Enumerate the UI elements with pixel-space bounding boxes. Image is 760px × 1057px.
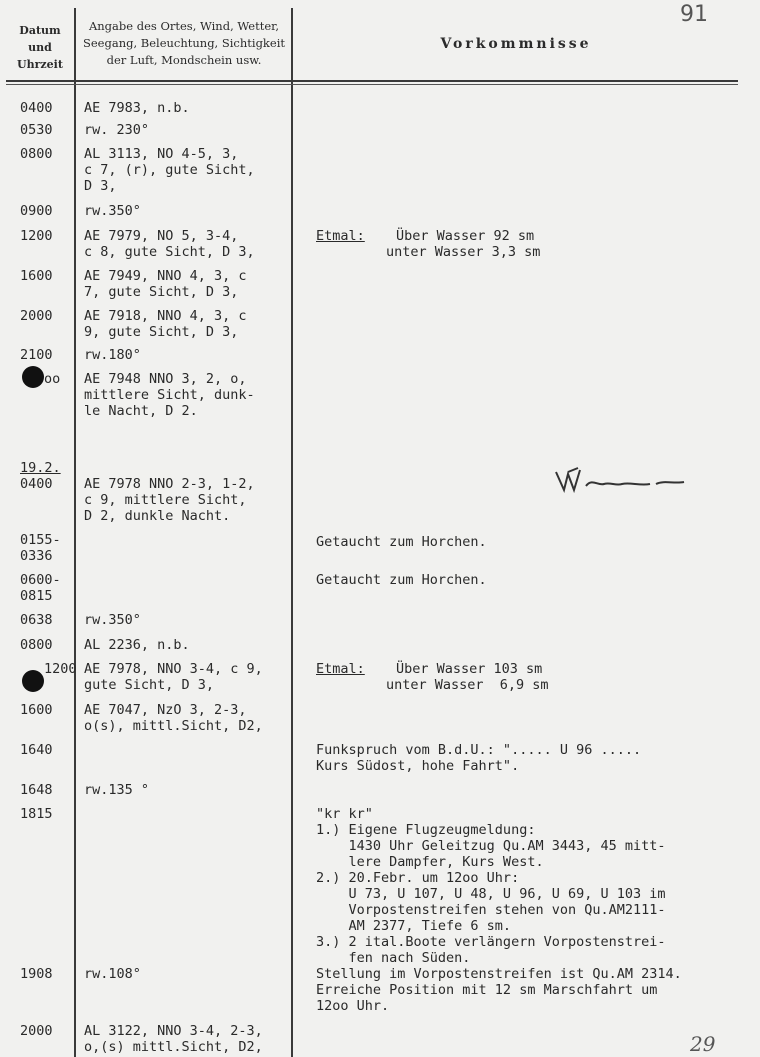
place: AE 7949, NNO 4, 3, c xyxy=(84,268,247,284)
place: D 3, xyxy=(84,178,117,194)
signature xyxy=(552,460,702,500)
punch-hole xyxy=(22,670,44,692)
place: le Nacht, D 2. xyxy=(84,403,198,419)
event: Vorpostenstreifen stehen von Qu.AM2111- xyxy=(316,902,666,918)
time: 1600 xyxy=(20,268,53,284)
event: 2.) 20.Febr. um 12oo Uhr: xyxy=(316,870,520,886)
time: 0400 xyxy=(20,100,53,116)
time: 0336 xyxy=(20,548,53,564)
place: 9, gute Sicht, D 3, xyxy=(84,324,239,340)
event: 1430 Uhr Geleitzug Qu.AM 3443, 45 mitt- xyxy=(316,838,666,854)
event: 12oo Uhr. xyxy=(316,998,390,1014)
page-number: 91 xyxy=(680,2,708,27)
event: "kr kr" xyxy=(316,806,373,822)
punch-hole xyxy=(22,366,44,388)
column-header-angabe: Angabe des Ortes, Wind, Wetter, Seegang, Beleuchtung, Sichtigkeit der Luft, Mondschein usw. xyxy=(82,19,286,67)
place: AE 7047, NzO 3, 2-3, xyxy=(84,702,247,718)
event: Erreiche Position mit 12 sm Marschfahrt um xyxy=(316,982,658,998)
place: AE 7978 NNO 2-3, 1-2, xyxy=(84,476,255,492)
event: lere Dampfer, Kurs West. xyxy=(316,854,544,870)
time: 1200 xyxy=(44,661,77,677)
header-divider xyxy=(6,80,738,82)
etmal-label: Etmal: xyxy=(316,661,365,677)
place: D 2, dunkle Nacht. xyxy=(84,508,231,524)
place: rw.350° xyxy=(84,203,141,219)
time: 0815 xyxy=(20,588,53,604)
time: 0900 xyxy=(20,203,53,219)
time: 1600 xyxy=(20,702,53,718)
event: unter Wasser 6,9 sm xyxy=(386,677,549,693)
place: AL 3122, NNO 3-4, 2-3, xyxy=(84,1023,263,1039)
time: 0155- xyxy=(20,532,61,548)
event: unter Wasser 3,3 sm xyxy=(386,244,541,260)
place: 7, gute Sicht, D 3, xyxy=(84,284,239,300)
event: fen nach Süden. xyxy=(316,950,471,966)
place: rw.350° xyxy=(84,612,141,628)
event: 1.) Eigene Flugzeugmeldung: xyxy=(316,822,536,838)
date: 19.2. xyxy=(20,460,61,476)
time: 0800 xyxy=(20,637,53,653)
column-header-datum: Datum und Uhrzeit xyxy=(17,24,63,71)
event: Stellung im Vorpostenstreifen ist Qu.AM 2314. xyxy=(316,966,682,982)
event: Kurs Südost, hohe Fahrt". xyxy=(316,758,520,774)
time: 0400 xyxy=(20,476,53,492)
time: 0638 xyxy=(20,612,53,628)
place: AE 7918, NNO 4, 3, c xyxy=(84,308,247,324)
place: rw.180° xyxy=(84,347,141,363)
column-divider xyxy=(291,8,293,1057)
time: 1815 xyxy=(20,806,53,822)
place: gute Sicht, D 3, xyxy=(84,677,215,693)
column-divider xyxy=(74,8,76,1057)
time: 2000 xyxy=(20,1023,53,1039)
place: AE 7983, n.b. xyxy=(84,100,190,116)
column-header-vorkommnisse: Vorkommnisse xyxy=(440,36,592,52)
place: o,(s) mittl.Sicht, D2, xyxy=(84,1039,263,1055)
place: AE 7978, NNO 3-4, c 9, xyxy=(84,661,263,677)
place: c 8, gute Sicht, D 3, xyxy=(84,244,255,260)
event: U 73, U 107, U 48, U 96, U 69, U 103 im xyxy=(316,886,666,902)
place: rw. 230° xyxy=(84,122,150,138)
time: 1908 xyxy=(20,966,53,982)
place: AE 7979, NO 5, 3-4, xyxy=(84,228,239,244)
place: c 7, (r), gute Sicht, xyxy=(84,162,255,178)
time: oo xyxy=(44,371,61,387)
place: mittlere Sicht, dunk- xyxy=(84,387,255,403)
place: AL 3113, NO 4-5, 3, xyxy=(84,146,239,162)
event: Funkspruch vom B.d.U.: "..... U 96 ..... xyxy=(316,742,642,758)
place: c 9, mittlere Sicht, xyxy=(84,492,247,508)
time: 2000 xyxy=(20,308,53,324)
header-divider xyxy=(6,84,738,85)
time: 0600- xyxy=(20,572,61,588)
time: 1648 xyxy=(20,782,53,798)
event: 3.) 2 ital.Boote verlängern Vorpostenstrei- xyxy=(316,934,666,950)
event: AM 2377, Tiefe 6 sm. xyxy=(316,918,512,934)
event: Über Wasser 92 sm xyxy=(396,228,535,244)
time: 2100 xyxy=(20,347,53,363)
place: AL 2236, n.b. xyxy=(84,637,190,653)
place: rw.108° xyxy=(84,966,141,982)
etmal-label: Etmal: xyxy=(316,228,365,244)
place: o(s), mittl.Sicht, D2, xyxy=(84,718,263,734)
event: Getaucht zum Horchen. xyxy=(316,534,487,550)
time: 1200 xyxy=(20,228,53,244)
event: Über Wasser 103 sm xyxy=(396,661,543,677)
time: 1640 xyxy=(20,742,53,758)
time: 0800 xyxy=(20,146,53,162)
time: 0530 xyxy=(20,122,53,138)
place: AE 7948 NNO 3, 2, o, xyxy=(84,371,247,387)
page-mark: 29 xyxy=(690,1032,716,1056)
event: Getaucht zum Horchen. xyxy=(316,572,487,588)
place: rw.135 ° xyxy=(84,782,150,798)
